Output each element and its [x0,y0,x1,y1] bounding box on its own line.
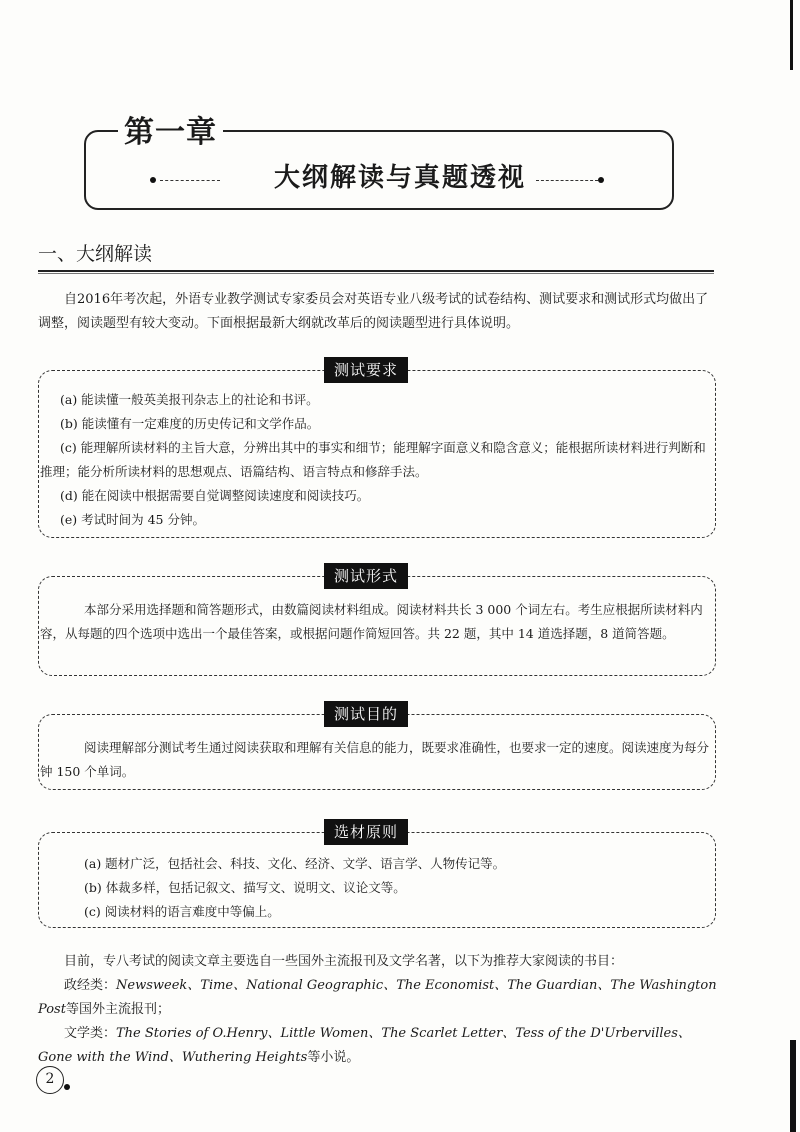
format-text-wrap [40,598,710,646]
purpose-label: 测试目的 [324,701,408,727]
format-label: 测试形式 [324,563,408,589]
materials-item-a: (a) 题材广泛，包括社会、科技、文化、经济、文学、语言学、人物传记等。 [84,856,506,871]
chapter-title: 大纲解读与真题透视 [273,163,526,193]
reading-politics [38,974,718,1022]
politics-titles: Newsweek、Time、National Geographic、The Economist、The Guardian、The Washington Post [38,978,717,1017]
intro-paragraph: 自2016年考次起，外语专业教学测试专家委员会对英语专业八级考试的试卷结构、测试要求和测试形式均做出了调整，阅读题型有较大变动。下面根据最新大纲就改革后的阅读题型进行具体说明。 [38,292,709,331]
politics-suffix: 等国外主流报刊； [65,1002,170,1017]
requirements-list [40,388,710,532]
materials-label: 选材原则 [324,819,408,845]
materials-list [40,852,710,924]
section-divider [38,270,714,274]
politics-label: 政经类： [64,978,117,993]
materials-item-b: (b) 体裁多样，包括记叙文、描写文、说明文、议论文等。 [84,880,406,895]
materials-item-c: (c) 阅读材料的语言难度中等偏上。 [84,904,280,919]
scan-edge-mark-bottom [790,1040,796,1132]
chapter-number: 第一章 [118,115,223,151]
reading-intro: 目前，专八考试的阅读文章主要选自一些国外主流报刊及文学名著，以下为推荐大家阅读的书目： [64,954,624,969]
page-number: 2 [36,1066,64,1094]
requirement-item-a: (a) 能读懂一般英美报刊杂志上的社论和书评。 [60,392,319,407]
literature-titles: The Stories of O.Henry、Little Women、The Scarlet Letter、Tess of the D'Urbervilles、Gone with the Wind、Wuthering Heights [38,1026,691,1065]
requirement-item-e: (e) 考试时间为 45 分钟。 [60,512,205,527]
purpose-text: 阅读理解部分测试考生通过阅读获取和理解有关信息的能力，既要求准确性，也要求一定的速度。阅读速度为每分钟 150 个单词。 [40,740,710,779]
purpose-text-wrap [40,736,710,784]
requirement-item-d: (d) 能在阅读中根据需要自觉调整阅读速度和阅读技巧。 [60,488,370,503]
decor-line-right [536,180,598,181]
decor-dot-right [598,177,604,183]
scan-edge-mark-top [790,0,793,70]
literature-suffix: 等小说。 [307,1050,360,1065]
requirement-item-c: (c) 能理解所读材料的主旨大意，分辨出其中的事实和细节；能理解字面意义和隐含意义；能根据所读材料进行判断和推理；能分析所读材料的思想观点、语篇结构、语言特点和修辞手法。 [40,440,706,479]
reading-literature [38,1022,718,1070]
requirement-item-b: (b) 能读懂有一定难度的历史传记和文学作品。 [60,416,320,431]
section-heading: 一、大纲解读 [38,243,153,265]
format-text: 本部分采用选择题和简答题形式，由数篇阅读材料组成。阅读材料共长 3 000 个词左右。考生应根据所读材料内容，从每题的四个选项中选出一个最佳答案，或根据问题作简短回答。共 22 题，其中 14 道选择题，8 道简答题。 [40,602,703,641]
literature-label: 文学类： [64,1026,117,1041]
requirements-label: 测试要求 [324,357,408,383]
page-number-dot [64,1084,70,1090]
